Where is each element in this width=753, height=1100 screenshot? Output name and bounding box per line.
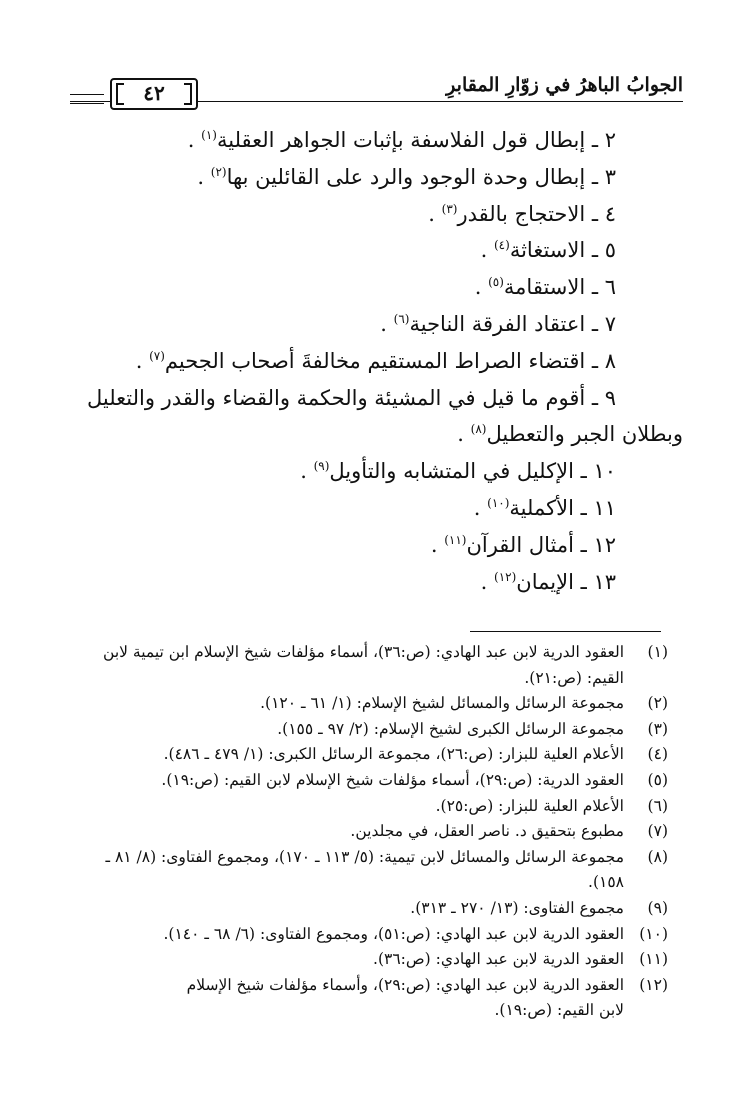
- list-item: ٣ ـ إبطال وحدة الوجود والرد على القائلين بها$^{(٢)}$ .: [197, 164, 616, 189]
- list-item: ١٣ ـ الإيمان$^{(١٢)}$ .: [480, 569, 616, 594]
- list-item: ١٠ ـ الإكليل في المتشابه والتأويل$^{(٩)}$ .: [300, 459, 616, 484]
- footnote: (٧) مطبوع بتحقيق د. ناصر العقل، في مجلدين.: [350, 822, 668, 841]
- header-double-rule: [70, 94, 104, 104]
- footnote: (٣) مجموعة الرسائل الكبرى لشيخ الإسلام: (٢/ ٩٧ ـ ١٥٥).: [277, 719, 668, 738]
- running-header: [70, 70, 683, 110]
- numbered-list: [70, 122, 683, 600]
- footnote: (٦) الأعلام العلية للبزار: (ص:٢٥).: [435, 796, 668, 815]
- list-item: ٩ ـ أقوم ما قيل في المشيئة والحكمة والقضاء والقدر والتعليل وبطلان الجبر والتعطيل$^{(٨)}$ .: [86, 385, 683, 447]
- list-item: ٤ ـ الاحتجاج بالقدر$^{(٣)}$ .: [428, 201, 616, 226]
- page-number: ٤٢: [110, 78, 198, 110]
- header-title: الجوابُ الباهرُ في زوّارِ المقابرِ: [446, 74, 683, 96]
- list-item: ٨ ـ اقتضاء الصراط المستقيم مخالفةَ أصحاب الجحيم$^{(٧)}$ .: [135, 348, 616, 373]
- footnote: (١٠) العقود الدرية لابن عبد الهادي: (ص:٥١)، ومجموع الفتاوى: (٦/ ٦٨ ـ ١٤٠).: [163, 924, 668, 943]
- list-item: ١٢ ـ أمثال القرآن$^{(١١)}$ .: [430, 532, 616, 557]
- list-item: ٥ ـ الاستغاثة$^{(٤)}$ .: [480, 238, 616, 263]
- footnote: (٢) مجموعة الرسائل والمسائل لشيخ الإسلام: (١/ ٦١ ـ ١٢٠).: [260, 694, 668, 713]
- footnote: (٥) العقود الدرية: (ص:٢٩)، أسماء مؤلفات شيخ الإسلام لابن القيم: (ص:١٩).: [161, 770, 668, 789]
- list-item: ٢ ـ إبطال قول الفلاسفة بإثبات الجواهر العقلية$^{(١)}$ .: [187, 128, 616, 152]
- list-item: ٦ ـ الاستقامة$^{(٥)}$ .: [474, 275, 616, 300]
- list-item: ٧ ـ اعتقاد الفرقة الناجية$^{(٦)}$ .: [380, 311, 616, 336]
- footnote: (١١) العقود الدرية لابن عبد الهادي: (ص:٣٦).: [373, 950, 668, 969]
- list-item: ١١ ـ الأكملية$^{(١٠)}$ .: [473, 495, 616, 520]
- footnote: (١) العقود الدرية لابن عبد الهادي: (ص:٣٦)، أسماء مؤلفات شيخ الإسلام ابن تيمية لابن القيم: (ص:٢١).: [103, 643, 668, 687]
- footnote-separator: [470, 631, 661, 632]
- footnote: (١٢) العقود الدرية لابن عبد الهادي: (ص:٢٩)، وأسماء مؤلفات شيخ الإسلام لابن القيم: (ص:١٩).: [186, 975, 668, 1020]
- footnote: (٩) مجموع الفتاوى: (١٣/ ٢٧٠ ـ ٣١٣).: [410, 898, 668, 917]
- footnote: (٤) الأعلام العلية للبزار: (ص:٢٦)، مجموعة الرسائل الكبرى: (١/ ٤٧٩ ـ ٤٨٦).: [163, 745, 668, 764]
- footnotes: [70, 640, 668, 1024]
- footnote: (٨) مجموعة الرسائل والمسائل لابن تيمية: (٥/ ١١٣ ـ ١٧٠)، ومجموع الفتاوى: (٨/ ٨١ ـ ١٥٨).: [105, 847, 668, 892]
